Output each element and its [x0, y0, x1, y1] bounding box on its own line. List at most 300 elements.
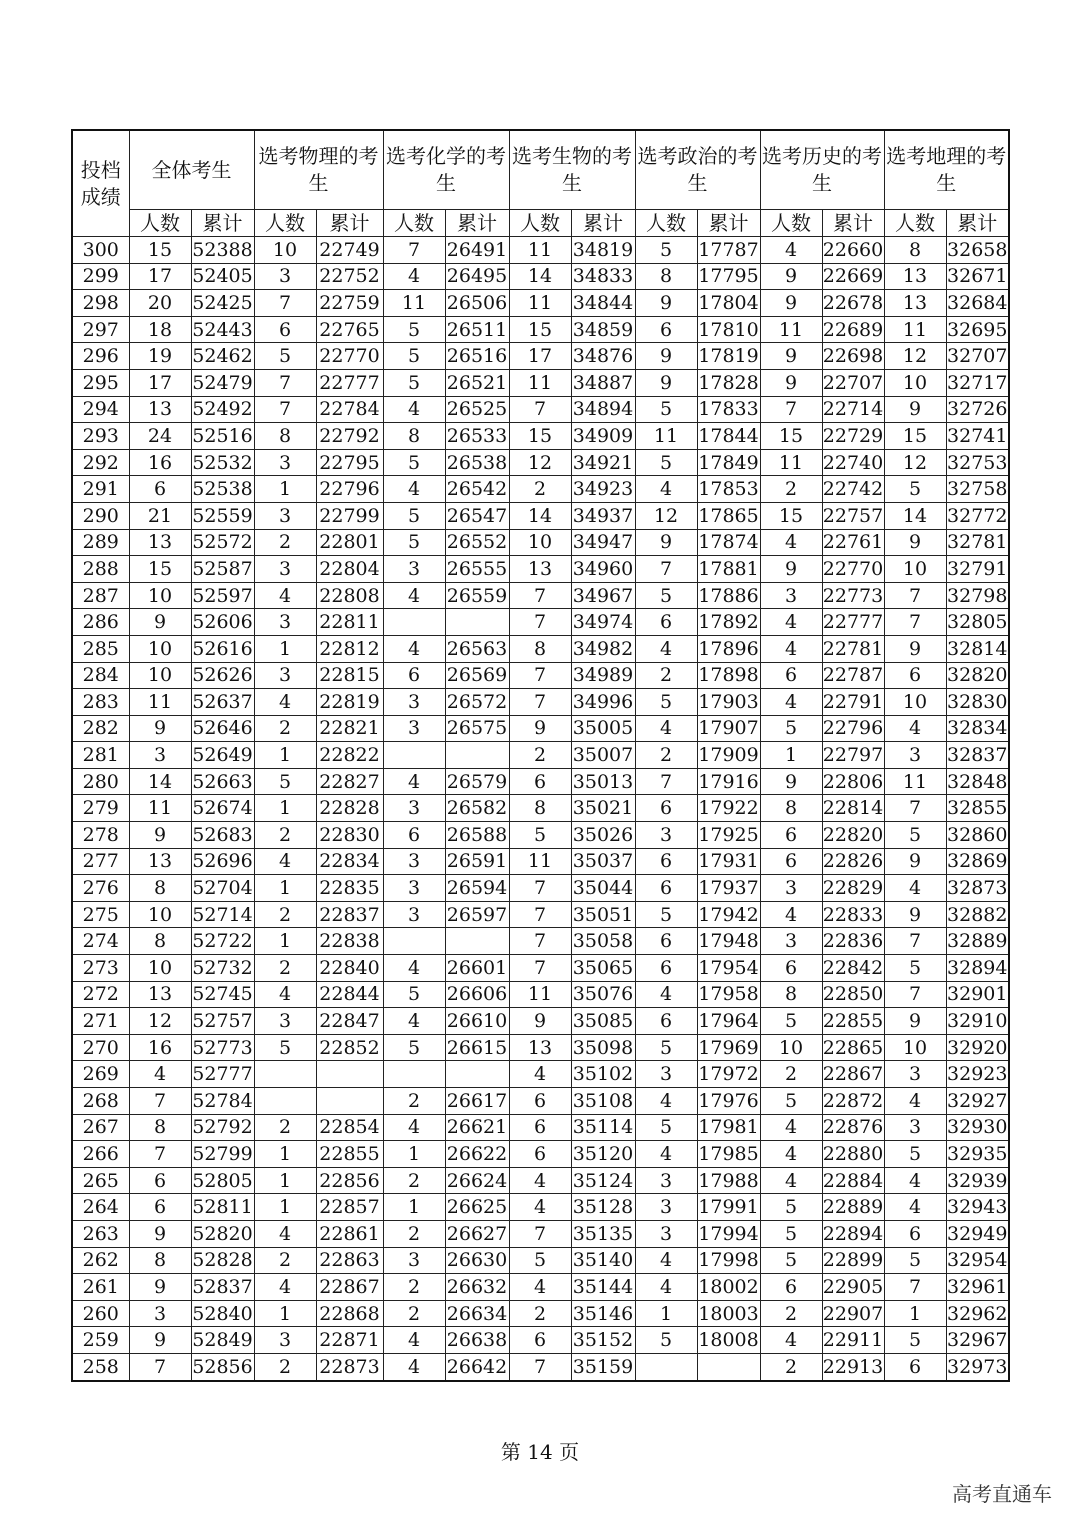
cumulative-cell: 22814	[822, 795, 884, 822]
count-cell: 5	[383, 449, 445, 476]
count-cell: 3	[129, 1300, 191, 1327]
count-cell: 9	[129, 1220, 191, 1247]
table-row	[72, 290, 1009, 317]
cumulative-cell: 52849	[191, 1327, 254, 1354]
count-cell: 5	[383, 1034, 445, 1061]
count-cell: 10	[129, 955, 191, 982]
count-cell: 5	[635, 1034, 697, 1061]
count-cell: 6	[760, 822, 822, 849]
footer-brand: 高考直通车	[952, 1482, 1052, 1506]
count-cell: 7	[509, 1220, 571, 1247]
count-cell: 5	[383, 529, 445, 556]
cumulative-cell: 32741	[946, 423, 1009, 450]
count-header: 人数	[129, 210, 191, 237]
cumulative-cell: 26525	[445, 396, 509, 423]
count-cell: 10	[509, 529, 571, 556]
count-cell: 12	[509, 449, 571, 476]
cumulative-cell: 32772	[946, 502, 1009, 529]
cumulative-cell: 32855	[946, 795, 1009, 822]
cumulative-cell: 26625	[445, 1194, 509, 1221]
cumulative-cell: 22889	[822, 1194, 884, 1221]
cumulative-cell: 32684	[946, 290, 1009, 317]
cumulative-cell: 26594	[445, 875, 509, 902]
group-header-politics: 选考政治的考生	[635, 130, 760, 210]
group-header-chemistry: 选考化学的考生	[383, 130, 509, 210]
count-cell: 11	[635, 423, 697, 450]
count-cell: 2	[254, 1247, 316, 1274]
cumulative-cell: 22752	[316, 263, 383, 290]
cumulative-cell: 32791	[946, 556, 1009, 583]
cumulative-cell: 52784	[191, 1088, 254, 1115]
table-row	[72, 1034, 1009, 1061]
score-cell: 278	[72, 822, 129, 849]
cumulative-cell: 32848	[946, 768, 1009, 795]
count-cell: 1	[254, 635, 316, 662]
cumulative-cell: 26552	[445, 529, 509, 556]
count-cell: 15	[760, 423, 822, 450]
cumulative-cell: 17909	[697, 742, 760, 769]
count-cell: 6	[635, 928, 697, 955]
count-cell: 5	[383, 981, 445, 1008]
count-cell: 5	[509, 822, 571, 849]
count-cell: 4	[509, 1194, 571, 1221]
count-cell: 5	[383, 502, 445, 529]
count-cell: 2	[254, 529, 316, 556]
count-cell: 1	[383, 1194, 445, 1221]
cumulative-cell: 32820	[946, 662, 1009, 689]
table-row	[72, 423, 1009, 450]
cumulative-cell: 26597	[445, 901, 509, 928]
count-cell: 4	[254, 1274, 316, 1301]
table-row	[72, 795, 1009, 822]
cumulative-cell: 34989	[571, 662, 635, 689]
count-cell: 6	[760, 662, 822, 689]
count-cell: 6	[884, 1220, 946, 1247]
cumulative-cell: 22863	[316, 1247, 383, 1274]
cumulative-cell: 34819	[571, 237, 635, 264]
cumulative-cell: 17991	[697, 1194, 760, 1221]
count-cell: 5	[509, 1247, 571, 1274]
count-cell: 9	[129, 1327, 191, 1354]
score-cell: 286	[72, 609, 129, 636]
cumulative-cell: 52649	[191, 742, 254, 769]
cumulative-cell: 17998	[697, 1247, 760, 1274]
count-cell: 7	[129, 1141, 191, 1168]
count-cell: 3	[383, 689, 445, 716]
count-cell: 11	[129, 795, 191, 822]
cumulative-cell: 26575	[445, 715, 509, 742]
cumulative-cell: 22838	[316, 928, 383, 955]
count-cell: 7	[884, 609, 946, 636]
cumulative-cell: 32967	[946, 1327, 1009, 1354]
count-cell: 4	[254, 582, 316, 609]
count-cell: 9	[760, 263, 822, 290]
count-cell: 3	[760, 875, 822, 902]
count-cell: 4	[760, 609, 822, 636]
cumulative-cell: 52479	[191, 369, 254, 396]
count-cell: 3	[254, 556, 316, 583]
count-cell: 3	[760, 928, 822, 955]
cumulative-cell: 52683	[191, 822, 254, 849]
cumulative-cell: 22847	[316, 1008, 383, 1035]
cumulative-cell	[445, 1061, 509, 1088]
cumulative-cell: 22804	[316, 556, 383, 583]
count-cell: 1	[254, 875, 316, 902]
cumulative-cell: 26559	[445, 582, 509, 609]
count-cell: 16	[129, 1034, 191, 1061]
count-cell: 3	[884, 1114, 946, 1141]
count-header: 人数	[635, 210, 697, 237]
count-cell: 10	[129, 635, 191, 662]
count-cell: 4	[254, 981, 316, 1008]
count-cell: 5	[884, 476, 946, 503]
count-cell: 6	[129, 1167, 191, 1194]
cumulative-cell: 22660	[822, 237, 884, 264]
count-cell: 11	[509, 981, 571, 1008]
count-cell: 8	[129, 928, 191, 955]
cumulative-cell: 22729	[822, 423, 884, 450]
count-cell: 6	[509, 1114, 571, 1141]
table-row	[72, 1061, 1009, 1088]
cumulative-cell	[316, 1061, 383, 1088]
count-cell: 3	[254, 1008, 316, 1035]
table-row	[72, 609, 1009, 636]
table-row	[72, 1327, 1009, 1354]
cumulative-cell: 32927	[946, 1088, 1009, 1115]
cumulative-cell: 22714	[822, 396, 884, 423]
cumulative-cell: 32873	[946, 875, 1009, 902]
cumulative-cell: 17874	[697, 529, 760, 556]
count-cell: 4	[884, 1194, 946, 1221]
cumulative-cell: 35146	[571, 1300, 635, 1327]
cumulative-cell: 34894	[571, 396, 635, 423]
cumulative-cell: 32962	[946, 1300, 1009, 1327]
cumulative-cell: 52616	[191, 635, 254, 662]
table-row	[72, 1114, 1009, 1141]
cumulative-cell: 26521	[445, 369, 509, 396]
count-cell: 2	[383, 1088, 445, 1115]
cumulative-cell: 32837	[946, 742, 1009, 769]
cumulative-cell: 32930	[946, 1114, 1009, 1141]
score-cell: 289	[72, 529, 129, 556]
cumulative-cell: 22819	[316, 689, 383, 716]
cumulative-cell: 52597	[191, 582, 254, 609]
count-cell: 9	[760, 768, 822, 795]
cumulative-cell: 32882	[946, 901, 1009, 928]
cumulative-cell: 22867	[316, 1274, 383, 1301]
count-cell: 6	[509, 768, 571, 795]
count-cell: 9	[760, 369, 822, 396]
count-cell: 7	[884, 1274, 946, 1301]
cumulative-cell: 34859	[571, 316, 635, 343]
cumulative-cell: 32901	[946, 981, 1009, 1008]
count-cell: 11	[509, 290, 571, 317]
count-cell: 9	[635, 369, 697, 396]
count-cell: 14	[509, 263, 571, 290]
count-cell: 11	[884, 316, 946, 343]
cumulative-cell: 22876	[822, 1114, 884, 1141]
count-cell: 8	[509, 795, 571, 822]
count-cell: 6	[884, 662, 946, 689]
table-row	[72, 689, 1009, 716]
score-cell: 261	[72, 1274, 129, 1301]
count-cell: 2	[254, 1353, 316, 1380]
cumulative-cell: 22857	[316, 1194, 383, 1221]
cumulative-cell: 52405	[191, 263, 254, 290]
count-cell: 11	[760, 449, 822, 476]
cumulative-cell	[316, 1088, 383, 1115]
count-cell: 13	[129, 981, 191, 1008]
score-cell: 269	[72, 1061, 129, 1088]
count-cell: 11	[383, 290, 445, 317]
cumulative-cell: 52559	[191, 502, 254, 529]
count-cell: 5	[760, 1194, 822, 1221]
cumulative-cell: 35135	[571, 1220, 635, 1247]
count-cell: 3	[884, 1061, 946, 1088]
cumulative-cell: 17948	[697, 928, 760, 955]
count-cell: 13	[509, 1034, 571, 1061]
count-cell: 1	[254, 476, 316, 503]
count-cell: 4	[884, 875, 946, 902]
count-cell: 9	[884, 529, 946, 556]
cumulative-cell: 22757	[822, 502, 884, 529]
score-cell: 279	[72, 795, 129, 822]
cumulative-cell: 17819	[697, 343, 760, 370]
count-cell: 7	[509, 955, 571, 982]
count-cell: 17	[129, 369, 191, 396]
cumulative-cell: 22707	[822, 369, 884, 396]
score-cell: 277	[72, 848, 129, 875]
cumulative-cell: 52572	[191, 529, 254, 556]
count-cell: 2	[254, 901, 316, 928]
cumulative-cell: 22905	[822, 1274, 884, 1301]
cumulative-cell: 22830	[316, 822, 383, 849]
table-row	[72, 662, 1009, 689]
table-row	[72, 768, 1009, 795]
cumulative-cell	[445, 742, 509, 769]
count-cell: 9	[129, 609, 191, 636]
score-cell: 259	[72, 1327, 129, 1354]
cumulative-cell	[697, 1353, 760, 1380]
count-cell: 15	[129, 556, 191, 583]
cumulative-cell: 52757	[191, 1008, 254, 1035]
count-cell: 1	[635, 1300, 697, 1327]
cumulative-cell: 34937	[571, 502, 635, 529]
count-cell: 7	[884, 981, 946, 1008]
cumulative-cell: 26547	[445, 502, 509, 529]
count-cell: 5	[635, 237, 697, 264]
cumulative-cell: 22749	[316, 237, 383, 264]
group-header-history: 选考历史的考生	[760, 130, 884, 210]
count-cell: 13	[129, 529, 191, 556]
score-cell: 282	[72, 715, 129, 742]
count-cell: 5	[635, 1327, 697, 1354]
cumulative-cell: 22808	[316, 582, 383, 609]
cumulative-cell: 32920	[946, 1034, 1009, 1061]
cumulative-cell: 34876	[571, 343, 635, 370]
count-cell: 7	[884, 582, 946, 609]
count-cell: 4	[760, 1327, 822, 1354]
cumulative-cell: 17937	[697, 875, 760, 902]
cumulative-header: 累计	[316, 210, 383, 237]
table-row	[72, 582, 1009, 609]
cumulative-cell: 32935	[946, 1141, 1009, 1168]
count-cell: 16	[129, 449, 191, 476]
cumulative-cell: 17896	[697, 635, 760, 662]
cumulative-cell: 17833	[697, 396, 760, 423]
count-cell: 15	[760, 502, 822, 529]
group-header-geography: 选考地理的考生	[884, 130, 1009, 210]
count-cell: 2	[254, 822, 316, 849]
count-cell: 3	[760, 582, 822, 609]
score-cell: 288	[72, 556, 129, 583]
cumulative-cell: 22740	[822, 449, 884, 476]
count-cell: 7	[509, 875, 571, 902]
count-cell: 12	[884, 449, 946, 476]
cumulative-cell: 22871	[316, 1327, 383, 1354]
cumulative-cell: 22796	[316, 476, 383, 503]
cumulative-cell: 17898	[697, 662, 760, 689]
count-cell: 6	[635, 609, 697, 636]
cumulative-cell: 22795	[316, 449, 383, 476]
count-cell: 2	[254, 955, 316, 982]
count-cell: 13	[884, 263, 946, 290]
score-cell: 271	[72, 1008, 129, 1035]
cumulative-cell: 26542	[445, 476, 509, 503]
table-row	[72, 1220, 1009, 1247]
count-cell: 4	[129, 1061, 191, 1088]
count-cell: 8	[635, 263, 697, 290]
table-row	[72, 635, 1009, 662]
table-row	[72, 529, 1009, 556]
cumulative-cell: 22907	[822, 1300, 884, 1327]
score-cell: 274	[72, 928, 129, 955]
score-cell: 294	[72, 396, 129, 423]
cumulative-cell: 22801	[316, 529, 383, 556]
cumulative-cell: 22836	[822, 928, 884, 955]
cumulative-header: 累计	[822, 210, 884, 237]
score-cell: 291	[72, 476, 129, 503]
count-cell: 4	[635, 635, 697, 662]
count-cell: 4	[383, 1008, 445, 1035]
cumulative-cell: 34974	[571, 609, 635, 636]
count-cell: 4	[509, 1274, 571, 1301]
cumulative-cell: 26617	[445, 1088, 509, 1115]
cumulative-cell: 22689	[822, 316, 884, 343]
count-cell: 5	[254, 1034, 316, 1061]
count-cell: 13	[129, 848, 191, 875]
cumulative-cell: 17988	[697, 1167, 760, 1194]
count-cell: 5	[635, 689, 697, 716]
score-cell: 284	[72, 662, 129, 689]
count-header: 人数	[509, 210, 571, 237]
count-cell: 2	[509, 742, 571, 769]
cumulative-cell: 32954	[946, 1247, 1009, 1274]
cumulative-cell: 26533	[445, 423, 509, 450]
cumulative-cell: 22822	[316, 742, 383, 769]
cumulative-cell: 22820	[822, 822, 884, 849]
cumulative-cell: 35007	[571, 742, 635, 769]
cumulative-header: 累计	[571, 210, 635, 237]
table-row	[72, 237, 1009, 264]
count-cell: 7	[254, 290, 316, 317]
count-cell: 11	[884, 768, 946, 795]
cumulative-cell: 52425	[191, 290, 254, 317]
count-cell: 11	[760, 316, 822, 343]
cumulative-cell: 52777	[191, 1061, 254, 1088]
cumulative-cell: 17969	[697, 1034, 760, 1061]
table-row	[72, 316, 1009, 343]
cumulative-cell: 26563	[445, 635, 509, 662]
cumulative-cell: 22855	[822, 1008, 884, 1035]
cumulative-cell: 17954	[697, 955, 760, 982]
cumulative-cell: 52646	[191, 715, 254, 742]
count-cell: 6	[383, 662, 445, 689]
cumulative-cell: 32973	[946, 1353, 1009, 1380]
cumulative-cell: 35140	[571, 1247, 635, 1274]
score-cell: 270	[72, 1034, 129, 1061]
count-cell: 3	[254, 263, 316, 290]
cumulative-cell: 35128	[571, 1194, 635, 1221]
score-cell: 258	[72, 1353, 129, 1380]
count-cell: 5	[635, 396, 697, 423]
cumulative-cell: 34833	[571, 263, 635, 290]
count-cell: 4	[635, 981, 697, 1008]
cumulative-cell: 32923	[946, 1061, 1009, 1088]
count-cell: 4	[509, 1061, 571, 1088]
cumulative-cell: 52674	[191, 795, 254, 822]
count-cell: 2	[760, 1353, 822, 1380]
score-cell: 266	[72, 1141, 129, 1168]
count-cell: 4	[760, 1167, 822, 1194]
cumulative-cell: 22811	[316, 609, 383, 636]
cumulative-cell: 52714	[191, 901, 254, 928]
count-cell: 4	[635, 476, 697, 503]
count-header: 人数	[254, 210, 316, 237]
score-cell: 290	[72, 502, 129, 529]
score-table	[71, 129, 1010, 1382]
count-cell: 4	[760, 1114, 822, 1141]
cumulative-cell: 26579	[445, 768, 509, 795]
cumulative-cell: 52637	[191, 689, 254, 716]
count-cell: 3	[254, 449, 316, 476]
cumulative-cell: 17964	[697, 1008, 760, 1035]
count-cell: 6	[635, 875, 697, 902]
count-cell	[254, 1088, 316, 1115]
cumulative-cell: 22815	[316, 662, 383, 689]
cumulative-cell: 18003	[697, 1300, 760, 1327]
count-cell: 4	[635, 1274, 697, 1301]
table-row	[72, 1300, 1009, 1327]
cumulative-cell: 17787	[697, 237, 760, 264]
cumulative-cell: 17985	[697, 1141, 760, 1168]
count-cell: 4	[760, 635, 822, 662]
cumulative-cell: 18002	[697, 1274, 760, 1301]
cumulative-cell: 32798	[946, 582, 1009, 609]
count-cell: 21	[129, 502, 191, 529]
count-cell: 5	[884, 1141, 946, 1168]
cumulative-cell: 34844	[571, 290, 635, 317]
count-cell: 8	[129, 875, 191, 902]
cumulative-cell: 26495	[445, 263, 509, 290]
count-cell: 5	[884, 822, 946, 849]
cumulative-cell: 22770	[822, 556, 884, 583]
cumulative-cell: 32695	[946, 316, 1009, 343]
cumulative-cell: 35037	[571, 848, 635, 875]
cumulative-cell: 32707	[946, 343, 1009, 370]
count-cell: 7	[509, 609, 571, 636]
cumulative-cell: 32860	[946, 822, 1009, 849]
